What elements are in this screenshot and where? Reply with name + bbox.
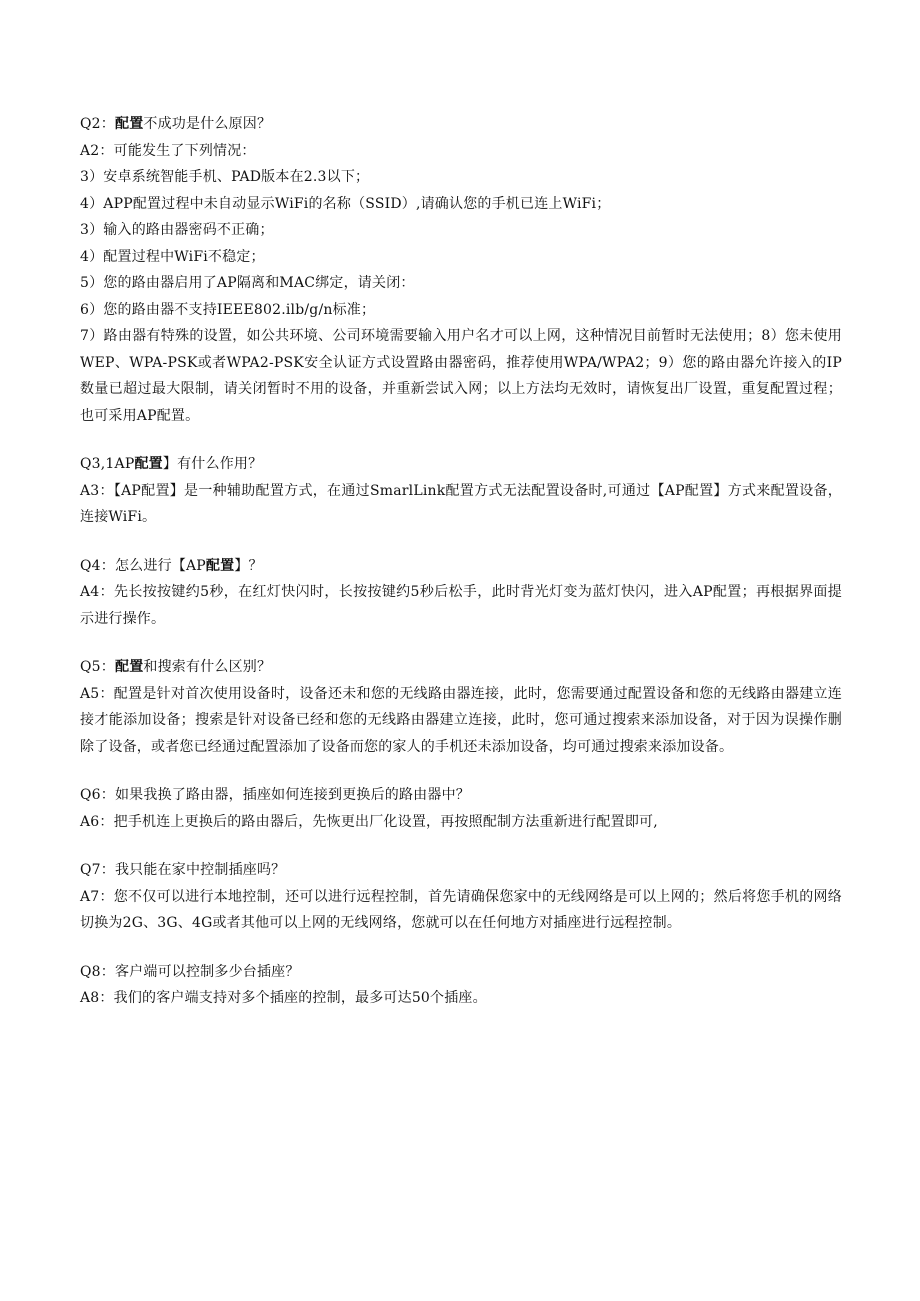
- answer-q2-item: 4）APP配置过程中未自动显示WiFi的名称（SSID）,请确认您的手机已连上WiFi；: [80, 195, 611, 212]
- question-q3: Q3,1AP配置】有什么作用？: [80, 456, 263, 472]
- answer-q2-item: 3）安卓系统智能手机、PAD版本在2.3以下；: [80, 169, 370, 185]
- question-q7: Q7：我只能在家中控制插座吗？: [80, 862, 286, 878]
- faq-q4: [80, 553, 842, 633]
- answer-q2-item: 3）输入的路由器密码不正确；: [80, 222, 274, 238]
- question-q2: Q2：配置不成功是什么原因？: [80, 116, 272, 132]
- faq-q3: [80, 451, 842, 531]
- faq-document: [80, 111, 842, 1034]
- answer-q5: A5：配置是针对首次使用设备时，设备还未和您的无线路由器连接，此时，您需要通过配置设备和您的无线路由器建立连接才能添加设备；搜索是针对设备已经和您的无线路由器建立连接，此时，您可通过搜索来添加设备，对于因为误操作删除了设备，或者您已经通过配置添加了设备而您的家人的手机还未添加设备，均可通过搜索来添加设备。: [80, 685, 842, 755]
- answer-q7: A7：您不仅可以进行本地控制，还可以进行远程控制，首先请确保您家中的无线网络是可以上网的；然后将您手机的网络切换为2G、3G、4G或者其他可以上网的无线网络，您就可以在任何地方对插座进行远程控制。: [80, 888, 842, 931]
- question-q8: Q8：客户端可以控制多少台插座？: [80, 963, 300, 980]
- answer-q2-intro: A2：可能发生了下列情况：: [80, 142, 256, 159]
- question-q4: Q4：怎么进行【AP配置】？: [80, 557, 263, 574]
- faq-q2: [80, 111, 842, 429]
- answer-q2-long-item: 7）路由器有特殊的设置，如公共环境、公司环境需要输入用户名才可以上网，这种情况目前暂时无法使用；8）您未使用WEP、WPA-PSK或者WPA2-PSK安全认证方式设置路由器密码，推荐使用WPA/WPA2；9）您的路由器允许接入的IP数量已超过最大限制，请关闭暂时不用的设备，并重新尝试入网；以上方法均无效时，请恢复出厂设置，重复配置过程；也可采用AP配置。: [80, 328, 842, 424]
- question-q6: Q6：如果我换了路由器，插座如何连接到更换后的路由器中？: [80, 787, 470, 803]
- answer-q2-item: 4）配置过程中WiFi不稳定；: [80, 248, 265, 265]
- faq-q8: [80, 959, 842, 1012]
- answer-q4: A4：先长按按键约5秒，在红灯快闪时，长按按键约5秒后松手，此时背光灯变为蓝灯快闪，进入AP配置；再根据界面提示进行操作。: [80, 584, 842, 627]
- faq-q5: [80, 654, 842, 760]
- answer-q8: A8：我们的客户端支持对多个插座的控制，最多可达50个插座。: [80, 990, 487, 1006]
- faq-q7: [80, 857, 842, 937]
- answer-q6: A6：把手机连上更换后的路由器后，先恢更出厂化设置，再按照配制方法重新进行配置即可,: [80, 813, 658, 830]
- faq-q6: [80, 782, 842, 835]
- question-q5: Q5：配置和搜索有什么区别？: [80, 659, 272, 675]
- answer-q2-item: 6）您的路由器不支持IEEE802.ilb/g/n标准；: [80, 301, 376, 318]
- answer-q2-item: 5）您的路由器启用了AP隔离和MAC绑定，请关闭：: [80, 275, 415, 291]
- answer-q3: A3：【AP配置】是一种辅助配置方式，在通过SmarlLink配置方式无法配置设备时,可通过【AP配置】方式来配置设备，连接WiFi。: [80, 482, 842, 525]
